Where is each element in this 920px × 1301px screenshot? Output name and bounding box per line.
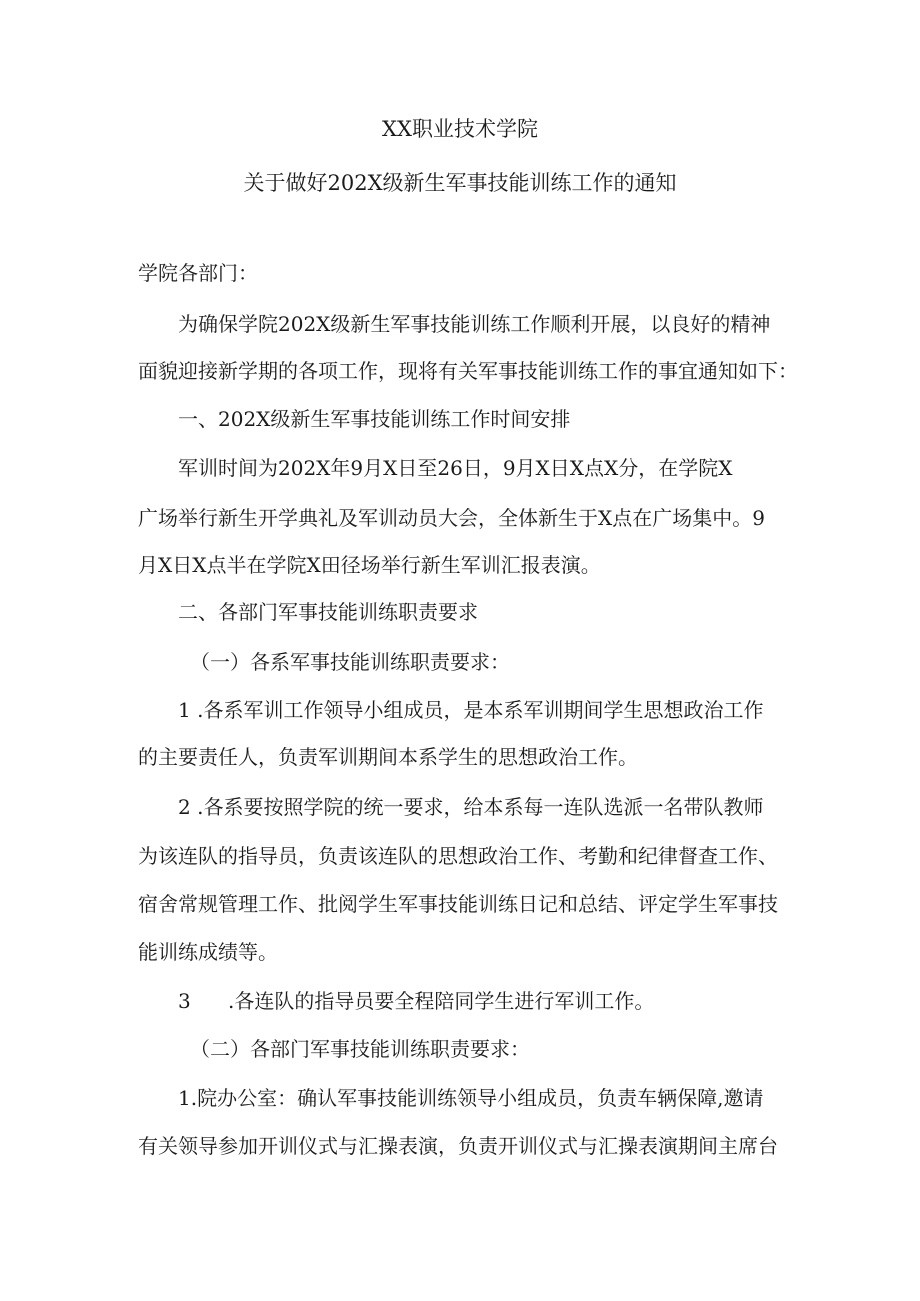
section1-heading: 一、202X级新生军事技能训练工作时间安排 [178,407,571,431]
section1-body-line-3: 月X日X点半在学院X田径场举行新生军训汇报表演。 [138,553,601,577]
sub1-item1-line-1: 1 .各系军训工作领导小组成员，是本系军训期间学生思想政治工作 [178,698,764,722]
sub1-item3-text: .各连队的指导员要全程陪同学生进行军训工作。 [228,989,655,1013]
section1-body-line-1: 军训时间为202X年9月X日至26日，9月X日X点X分，在学院X [178,456,733,480]
section1-body-line-2: 广场举行新生开学典礼及军训动员大会，全体新生于X点在广场集中。9 [138,506,765,530]
notice-title: 关于做好202X级新生军事技能训练工作的通知 [243,171,677,195]
intro-line-2: 面貌迎接新学期的各项工作，现将有关军事技能训练工作的事宜通知如下： [138,359,798,383]
salutation: 学院各部门： [138,261,258,285]
school-name: XX职业技术学院 [382,117,538,141]
sub1-item1-line-2: 的主要责任人，负责军训期间本系学生的思想政治工作。 [138,745,638,769]
sub1-item2-line-2: 为该连队的指导员，负责该连队的思想政治工作、考勤和纪律督查工作、 [138,844,778,868]
sub1-item2-line-3: 宿舍常规管理工作、批阅学生军事技能训练日记和总结、评定学生军事技 [138,892,778,916]
sub1-heading: （一）各系军事技能训练职责要求： [190,650,510,674]
sub1-item2-line-1: 2 .各系要按照学院的统一要求，给本系每一连队选派一名带队教师 [178,795,764,819]
sub1-item2-line-4: 能训练成绩等。 [138,940,278,964]
sub2-item1-line-2: 有关领导参加开训仪式与汇操表演，负责开训仪式与汇操表演期间主席台 [138,1134,778,1158]
section2-heading: 二、各部门军事技能训练职责要求 [178,600,478,624]
sub1-item3-number: 3 [178,989,191,1013]
intro-line-1: 为确保学院202X级新生军事技能训练工作顺利开展，以良好的精神 [178,312,771,336]
sub2-heading: （二）各部门军事技能训练职责要求： [190,1037,530,1061]
sub2-item1-line-1: 1.院办公室：确认军事技能训练领导小组成员，负责车辆保障,邀请 [178,1086,764,1110]
